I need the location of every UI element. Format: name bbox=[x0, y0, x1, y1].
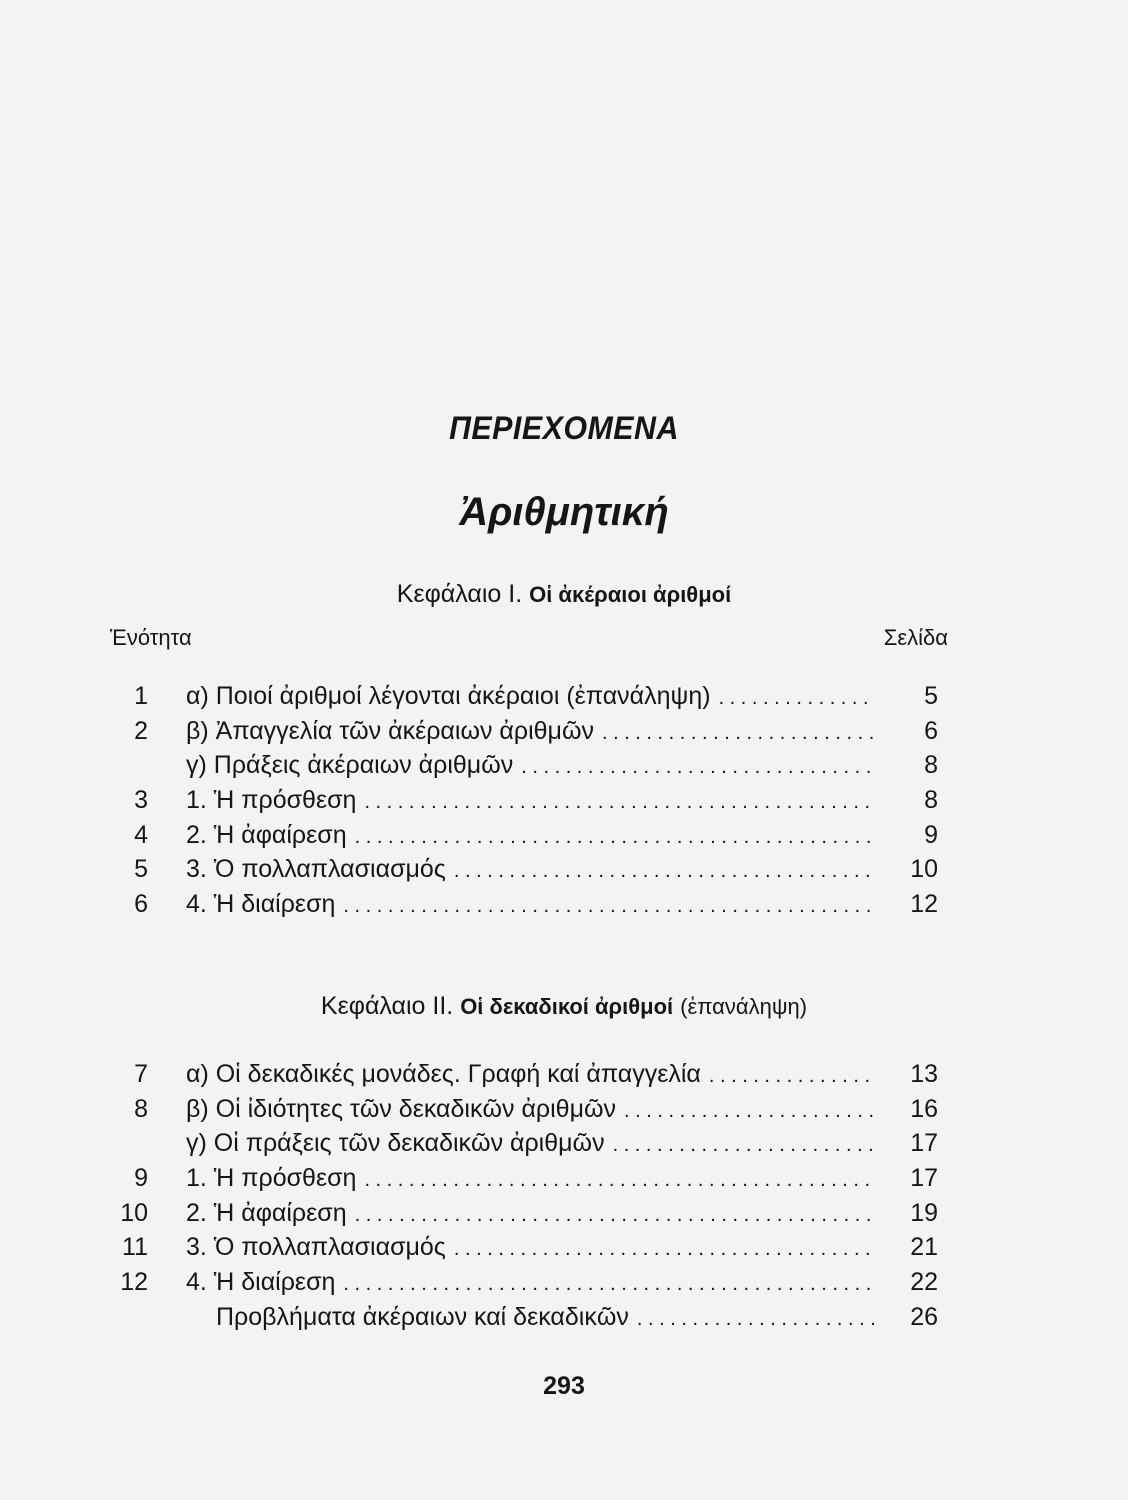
page-number: 8 bbox=[924, 786, 938, 815]
entry-title: 4. Ἡ διαίρεση bbox=[186, 1268, 336, 1297]
chapter-2-name: Οἱ δεκαδικοί ἀριθμοί bbox=[460, 994, 674, 1019]
dot-leader bbox=[343, 889, 874, 924]
section-number: 11 bbox=[122, 1233, 148, 1262]
section-number: 5 bbox=[134, 855, 148, 884]
toc-row bbox=[100, 818, 938, 853]
entry-title: α) Ποιοί ἀριθμοί λέγονται ἀκέραιοι (ἐπανάληψη) bbox=[186, 682, 711, 710]
toc-row bbox=[100, 1196, 938, 1231]
chapter-2-heading bbox=[0, 992, 1128, 1021]
page-number: 5 bbox=[924, 682, 938, 710]
page-number: 12 bbox=[910, 890, 938, 919]
entry-title: β) Οἱ ἰδιότητες τῶν δεκαδικῶν ἀριθμῶν bbox=[186, 1094, 617, 1123]
chapter-2-label: Κεφάλαιο ΙΙ. bbox=[320, 992, 454, 1020]
toc-row bbox=[100, 783, 938, 818]
chapter-1-label: Κεφάλαιο Ι. bbox=[396, 580, 523, 608]
entry-title: 2. Ἡ ἀφαίρεση bbox=[186, 1198, 347, 1227]
toc-row bbox=[100, 714, 938, 749]
section-number: 4 bbox=[134, 820, 148, 849]
subject-heading: Ἀριθμητική bbox=[459, 490, 669, 534]
entry-title: 1. Ἡ πρόσθεση bbox=[186, 1164, 357, 1193]
entry-title: α) Οἱ δεκαδικές μονάδες. Γραφή καί ἀπαγγελία bbox=[186, 1060, 701, 1088]
page-number: 13 bbox=[910, 1060, 938, 1088]
entry-title: Προβλήματα ἀκέραιων καί δεκαδικῶν bbox=[216, 1302, 629, 1331]
toc-row bbox=[100, 1230, 938, 1265]
dot-leader bbox=[364, 1163, 874, 1198]
dot-leader bbox=[624, 1094, 874, 1129]
dot-leader bbox=[637, 1302, 874, 1337]
section-number: 6 bbox=[134, 890, 148, 919]
entry-title: 4. Ἡ διαίρεση bbox=[186, 890, 336, 919]
dot-leader bbox=[709, 1059, 874, 1094]
section-number: 12 bbox=[120, 1268, 148, 1297]
page-number: 10 bbox=[910, 855, 938, 884]
dot-leader bbox=[355, 820, 874, 855]
toc-row bbox=[100, 748, 938, 783]
dot-leader bbox=[364, 785, 874, 820]
section-number: 1 bbox=[134, 682, 148, 710]
dot-leader bbox=[454, 1232, 874, 1267]
dot-leader bbox=[355, 1198, 874, 1233]
page-number: 17 bbox=[910, 1164, 938, 1193]
toc-row bbox=[100, 852, 938, 887]
chapter-1-name: Οἱ ἀκέραιοι ἀριθμοί bbox=[529, 582, 732, 607]
toc-row bbox=[100, 1057, 938, 1092]
entry-title: γ) Οἱ πράξεις τῶν δεκαδικῶν ἀριθμῶν bbox=[186, 1129, 605, 1158]
toc-row bbox=[100, 887, 938, 922]
dot-leader bbox=[602, 716, 874, 751]
dot-leader bbox=[613, 1128, 874, 1163]
entry-title: 1. Ἡ πρόσθεση bbox=[186, 786, 357, 815]
chapter-2-note: (ἐπανάληψη) bbox=[680, 994, 808, 1019]
dot-leader bbox=[719, 681, 874, 716]
folio-page-number: 293 bbox=[543, 1372, 585, 1400]
section-number: 3 bbox=[134, 786, 148, 815]
section-number: 7 bbox=[134, 1060, 148, 1088]
dot-leader bbox=[521, 750, 874, 785]
toc-row bbox=[100, 1161, 938, 1196]
toc-row bbox=[100, 679, 938, 714]
entry-title: γ) Πράξεις ἀκέραιων ἀριθμῶν bbox=[186, 751, 514, 780]
section-number: 8 bbox=[134, 1094, 148, 1123]
column-header-section: Ἑνότητα bbox=[110, 625, 192, 650]
toc-row bbox=[100, 1300, 938, 1335]
section-number: 10 bbox=[120, 1198, 148, 1227]
entry-title: β) Ἀπαγγελία τῶν ἀκέραιων ἀριθμῶν bbox=[186, 716, 594, 745]
page-number: 16 bbox=[910, 1094, 938, 1123]
page-number: 8 bbox=[924, 751, 938, 780]
page-number: 17 bbox=[910, 1129, 938, 1158]
entry-title: 3. Ὁ πολλαπλασιασμός bbox=[186, 1233, 446, 1262]
chapter-1-heading bbox=[0, 580, 1128, 609]
dot-leader bbox=[343, 1267, 874, 1302]
dot-leader bbox=[454, 854, 874, 889]
page-number: 9 bbox=[924, 820, 938, 849]
toc-row bbox=[100, 1265, 938, 1300]
page-number: 22 bbox=[910, 1268, 938, 1297]
toc-row bbox=[100, 1126, 938, 1161]
toc-row bbox=[100, 1092, 938, 1127]
page-title: ΠΕΡΙΕΧΟΜΕΝΑ bbox=[449, 410, 679, 446]
page-number: 19 bbox=[910, 1198, 938, 1227]
section-number: 9 bbox=[134, 1164, 148, 1193]
entry-title: 3. Ὁ πολλαπλασιασμός bbox=[186, 855, 446, 884]
page-number: 6 bbox=[924, 716, 938, 745]
page-number: 26 bbox=[910, 1302, 938, 1331]
entry-title: 2. Ἡ ἀφαίρεση bbox=[186, 820, 347, 849]
section-number: 2 bbox=[134, 716, 148, 745]
page-number: 21 bbox=[910, 1233, 938, 1262]
chapter-2-toc bbox=[100, 1057, 938, 1335]
column-header-page: Σελίδα bbox=[883, 625, 948, 650]
chapter-1-toc bbox=[100, 679, 938, 922]
